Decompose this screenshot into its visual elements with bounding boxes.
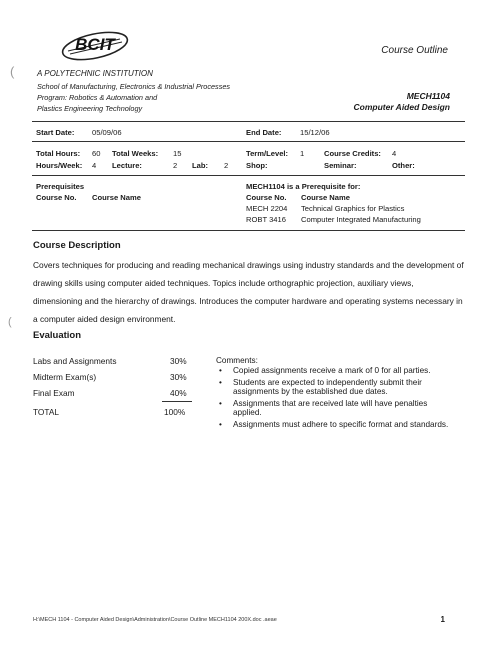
scan-mark: (	[8, 316, 12, 328]
prereq-for-col-course-no: Course No.	[246, 193, 287, 202]
course-title: Computer Aided Design	[353, 101, 450, 112]
eval-row-value: 40%	[170, 388, 187, 398]
comments-title: Comments:	[216, 356, 258, 365]
course-description-text: Covers techniques for producing and reading mechanical drawings using industry standards and the development of drawing skills using computer aided techniques. Topics include orthographic projection, auxiliary views, dimensioning and the hierarchy of drawings. Introduces the computer hardware and operating systems necessary in a computer aided design environment.	[33, 260, 464, 324]
eval-row-label: Midterm Exam(s)	[33, 372, 97, 382]
total-hours-value: 60	[92, 149, 101, 158]
program-line-2: Plastics Engineering Technology	[37, 104, 143, 113]
school-name: School of Manufacturing, Electronics & Industrial Processes	[37, 82, 231, 91]
term-level-label: Term/Level:	[246, 149, 289, 158]
prereq-col-course-name: Course Name	[92, 193, 141, 202]
scan-mark: (	[10, 64, 15, 79]
lecture-label: Lecture:	[112, 161, 142, 170]
eval-row-value: 30%	[170, 356, 187, 366]
start-date-value: 05/09/06	[92, 128, 122, 137]
prereq-for-col-course-name: Course Name	[301, 193, 350, 202]
institution-tagline: A POLYTECHNIC INSTITUTION	[37, 69, 153, 78]
end-date-label: End Date:	[246, 128, 282, 137]
eval-total-label: TOTAL	[33, 407, 59, 417]
document-type: Course Outline	[381, 45, 448, 56]
prerequisites-title: Prerequisites	[36, 182, 85, 191]
eval-row-label: Labs and Assignments	[33, 356, 117, 366]
eval-total-value: 100%	[164, 407, 186, 417]
seminar-label: Seminar:	[324, 161, 357, 170]
page-number: 1	[440, 615, 445, 624]
shop-label: Shop:	[246, 161, 268, 170]
prereq-col-course-no: Course No.	[36, 193, 77, 202]
course-credits-value: 4	[392, 149, 397, 158]
prereq-course-no: ROBT 3416	[246, 215, 286, 224]
total-weeks-value: 15	[173, 149, 182, 158]
program-line-1: Program: Robotics & Automation and	[37, 93, 158, 102]
term-level-value: 1	[300, 149, 305, 158]
divider	[32, 175, 465, 176]
total-underline	[162, 401, 192, 402]
lab-value: 2	[224, 161, 229, 170]
course-credits-label: Course Credits:	[324, 149, 381, 158]
comments-list	[216, 366, 456, 429]
lecture-value: 2	[173, 161, 178, 170]
course-code: MECH1104	[406, 91, 450, 101]
lab-label: Lab:	[192, 161, 209, 170]
divider	[32, 230, 465, 231]
footer-file-path: H:\MECH 1104 - Computer Aided Design\Administration\Course Outline MECH1104 200X.doc .aeae	[33, 617, 277, 623]
evaluation-comments	[216, 356, 456, 431]
prereq-course-name: Technical Graphics for Plastics	[301, 204, 405, 213]
comment-item: • Copied assignments receive a mark of 0 for all parties.	[233, 366, 456, 376]
prereq-for-title: MECH1104 is a Prerequisite for:	[246, 182, 361, 191]
start-date-label: Start Date:	[36, 128, 75, 137]
end-date-value: 15/12/06	[300, 128, 330, 137]
total-weeks-label: Total Weeks:	[112, 149, 159, 158]
comment-item: • Students are expected to independently submit their assignments by the established due dates.	[233, 378, 456, 397]
comment-item: • Assignments must adhere to specific format and standards.	[233, 420, 456, 430]
prereq-course-no: MECH 2204	[246, 204, 288, 213]
divider	[32, 141, 465, 142]
svg-text:BCIT: BCIT	[75, 35, 115, 54]
evaluation-title: Evaluation	[33, 330, 82, 341]
course-id-block	[354, 91, 451, 112]
hours-per-week-label: Hours/Week:	[36, 161, 83, 170]
course-description-title: Course Description	[33, 240, 121, 251]
eval-row-label: Final Exam	[33, 388, 75, 398]
comment-item: • Assignments that are received late will have penalties applied.	[233, 399, 456, 418]
hours-per-week-value: 4	[92, 161, 97, 170]
bcit-logo	[60, 26, 130, 66]
total-hours-label: Total Hours:	[36, 149, 81, 158]
other-label: Other:	[392, 161, 415, 170]
eval-row-value: 30%	[170, 372, 187, 382]
divider	[32, 121, 465, 122]
prereq-course-name: Computer Integrated Manufacturing	[301, 215, 421, 224]
